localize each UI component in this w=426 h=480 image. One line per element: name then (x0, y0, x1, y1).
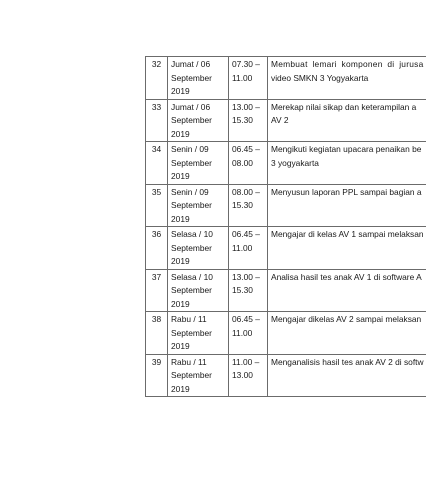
time-line: 15.30 (232, 200, 253, 210)
table-row (146, 184, 426, 227)
activity-cell (268, 57, 426, 100)
date-line: Senin / 09 (171, 144, 209, 154)
row-number-cell (146, 354, 168, 397)
date-cell (168, 312, 229, 355)
time-line: 11.00 (232, 72, 253, 83)
time-line: 08.00 – (232, 186, 260, 197)
time-cell (229, 142, 268, 185)
row-number: 37 (151, 271, 162, 282)
date-line: 2019 (171, 213, 190, 224)
time-line: 11.00 (232, 242, 253, 253)
activity-line: Mengikuti kegiatan upacara penaikan be (271, 144, 422, 154)
date-line: 2019 (171, 86, 190, 96)
time-line: 06.45 – (232, 314, 260, 324)
date-line: September (171, 200, 212, 210)
date-line: September (171, 157, 212, 168)
row-number: 33 (151, 101, 162, 112)
row-number-cell (146, 184, 168, 227)
time-cell (229, 57, 268, 100)
time-line: 11.00 (232, 327, 253, 338)
date-line: September (171, 370, 212, 380)
date-cell (168, 142, 229, 185)
activity-line: 3 yogyakarta (271, 157, 319, 168)
date-line: Selasa / 10 (171, 229, 213, 239)
time-line: 13.00 – (232, 271, 260, 282)
activity-cell (268, 312, 426, 355)
table-row (146, 354, 426, 397)
row-number: 34 (151, 144, 162, 154)
date-cell (168, 354, 229, 397)
activity-line: AV 2 (271, 115, 289, 125)
row-number: 38 (151, 314, 162, 324)
time-cell (229, 354, 268, 397)
date-cell (168, 184, 229, 227)
row-number-cell (146, 269, 168, 312)
date-line: Rabu / 11 (171, 356, 207, 367)
activity-line: Menyusun laporan PPL sampai bagian a (271, 186, 422, 197)
date-cell (168, 99, 229, 142)
date-cell (168, 269, 229, 312)
time-line: 15.30 (232, 115, 253, 125)
date-cell (168, 57, 229, 100)
row-number-cell (146, 99, 168, 142)
table-row (146, 99, 426, 142)
activity-log-body (146, 57, 426, 397)
table-row (146, 57, 426, 100)
date-line: September (171, 72, 212, 83)
date-cell (168, 227, 229, 270)
activity-log-table (145, 56, 426, 397)
time-cell (229, 184, 268, 227)
time-line: 13.00 (232, 370, 253, 380)
date-line: 2019 (171, 256, 190, 266)
activity-cell (268, 227, 426, 270)
activity-cell (268, 142, 426, 185)
date-line: 2019 (171, 171, 190, 181)
date-line: 2019 (171, 128, 190, 139)
time-cell (229, 99, 268, 142)
table-row (146, 312, 426, 355)
time-cell (229, 269, 268, 312)
date-line: 2019 (171, 341, 190, 351)
time-line: 08.00 (232, 157, 253, 168)
date-line: Jumat / 06 (171, 59, 211, 69)
row-number-cell (146, 227, 168, 270)
activity-cell (268, 184, 426, 227)
activity-cell (268, 269, 426, 312)
activity-line: Merekap nilai sikap dan keterampilan a (271, 101, 417, 112)
date-line: 2019 (171, 383, 190, 394)
date-line: Jumat / 06 (171, 101, 211, 112)
time-line: 15.30 (232, 285, 253, 295)
activity-line: video SMKN 3 Yogyakarta (271, 72, 369, 83)
time-cell (229, 227, 268, 270)
row-number: 36 (151, 229, 162, 239)
activity-line: Mengajar dikelas AV 2 sampai melaksan (271, 314, 422, 324)
time-line: 11.00 – (232, 356, 260, 367)
table-row (146, 269, 426, 312)
activity-line: Menganalisis hasil tes anak AV 2 di softw (271, 356, 424, 367)
date-line: 2019 (171, 298, 190, 309)
time-cell (229, 312, 268, 355)
date-line: September (171, 115, 212, 125)
table-row (146, 142, 426, 185)
time-line: 06.45 – (232, 144, 260, 154)
date-line: September (171, 285, 212, 295)
time-line: 06.45 – (232, 229, 260, 239)
activity-line: Analisa hasil tes anak AV 1 di software A (271, 271, 422, 282)
row-number: 35 (151, 186, 162, 197)
time-line: 13.00 – (232, 101, 260, 112)
row-number-cell (146, 142, 168, 185)
row-number: 32 (151, 59, 162, 69)
table-row (146, 227, 426, 270)
row-number: 39 (151, 356, 162, 367)
row-number-cell (146, 57, 168, 100)
activity-line: Membuat lemari komponen di jurusa (271, 59, 424, 69)
activity-cell (268, 99, 426, 142)
activity-line: Mengajar di kelas AV 1 sampai melaksan (271, 229, 424, 239)
date-line: Selasa / 10 (171, 271, 213, 282)
date-line: September (171, 327, 212, 338)
activity-cell (268, 354, 426, 397)
date-line: September (171, 242, 212, 253)
time-line: 07.30 – (232, 59, 260, 69)
date-line: Senin / 09 (171, 186, 209, 197)
row-number-cell (146, 312, 168, 355)
date-line: Rabu / 11 (171, 314, 207, 324)
